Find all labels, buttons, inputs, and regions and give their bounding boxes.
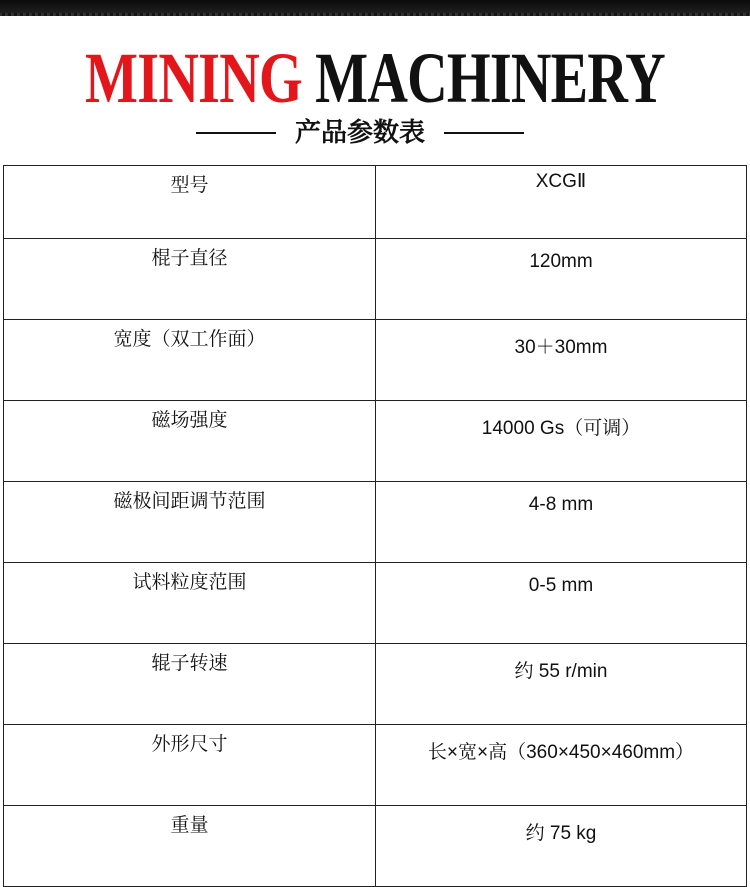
spec-label: 辊子转速 bbox=[4, 644, 376, 725]
table-row bbox=[4, 725, 747, 806]
spec-value: 30＋30mm bbox=[376, 320, 747, 401]
subtitle: 产品参数表 bbox=[294, 118, 425, 148]
spec-label: 磁场强度 bbox=[4, 401, 376, 482]
table-row bbox=[4, 239, 747, 320]
spec-label: 宽度（双工作面） bbox=[4, 320, 376, 401]
subtitle-divider-left bbox=[196, 132, 276, 134]
spec-value: 约 75 kg bbox=[376, 806, 747, 887]
spec-label: 重量 bbox=[4, 806, 376, 887]
spec-value: 约 55 r/min bbox=[376, 644, 747, 725]
top-decorative-band bbox=[0, 0, 750, 16]
spec-label: 型号 bbox=[4, 166, 376, 239]
title-word-mining: MINING bbox=[85, 38, 302, 118]
subtitle-divider-right bbox=[444, 132, 524, 134]
table-row bbox=[4, 644, 747, 725]
spec-label: 外形尺寸 bbox=[4, 725, 376, 806]
subtitle-row bbox=[0, 115, 750, 151]
table-row bbox=[4, 166, 747, 239]
spec-value: 0-5 mm bbox=[376, 563, 747, 644]
spec-value: 14000 Gs（可调） bbox=[376, 401, 747, 482]
title-word-machinery: MACHINERY bbox=[315, 38, 665, 118]
table-row bbox=[4, 563, 747, 644]
spec-value: XCGⅡ bbox=[376, 166, 747, 239]
spec-label: 磁极间距调节范围 bbox=[4, 482, 376, 563]
spec-label: 试料粒度范围 bbox=[4, 563, 376, 644]
page-title bbox=[83, 38, 668, 118]
table-row bbox=[4, 482, 747, 563]
table-row bbox=[4, 806, 747, 887]
table-row bbox=[4, 401, 747, 482]
spec-value: 120mm bbox=[376, 239, 747, 320]
spec-value: 4-8 mm bbox=[376, 482, 747, 563]
table-row bbox=[4, 320, 747, 401]
spec-table bbox=[3, 165, 747, 887]
spec-value: 长×宽×高（360×450×460mm） bbox=[376, 725, 747, 806]
spec-label: 棍子直径 bbox=[4, 239, 376, 320]
